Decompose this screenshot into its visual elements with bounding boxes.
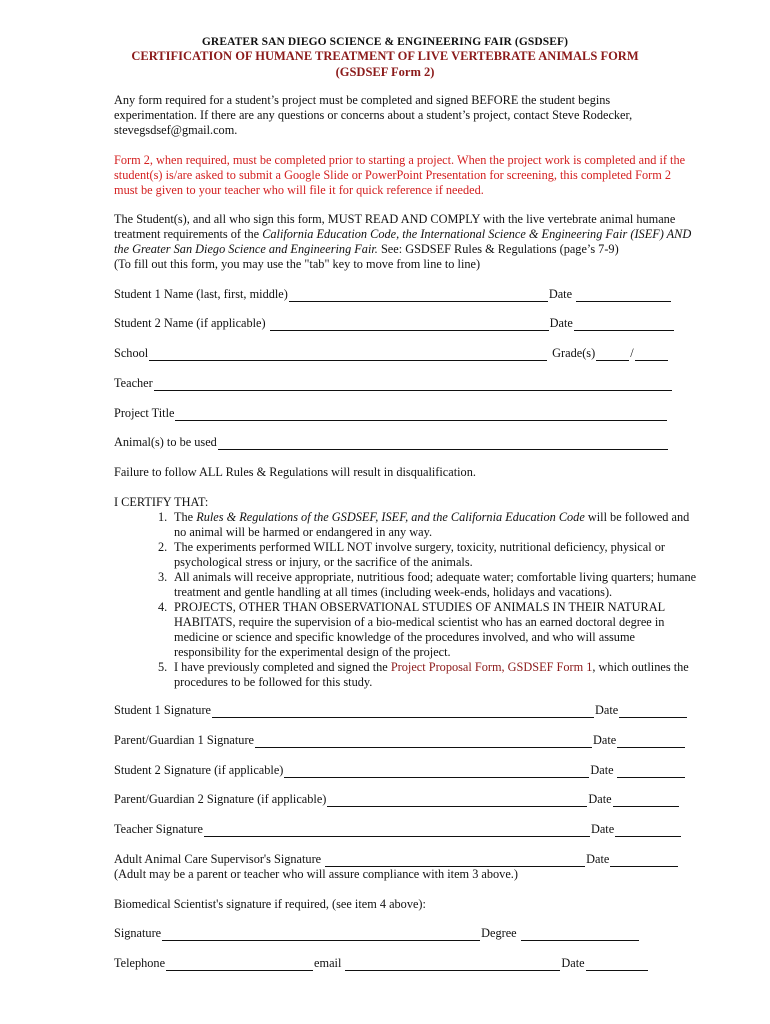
parent2-signature-row: [114, 792, 680, 807]
parent1-signature-label: Parent/Guardian 1 Signature: [114, 733, 255, 747]
parent1-signature-date[interactable]: [617, 736, 685, 748]
certify-heading: I CERTIFY THAT:: [114, 495, 209, 509]
teacher-field[interactable]: [154, 379, 672, 391]
rules-italic: California Education Code, the International Science & Engineering Fair (ISEF) AND the Greater San Diego Science and Engineering Fair.: [114, 227, 692, 256]
teacher-signature-field[interactable]: [204, 825, 590, 837]
parent2-signature-date[interactable]: [613, 795, 679, 807]
biomed-signature-field[interactable]: [162, 929, 480, 941]
student2-signature-label: Student 2 Signature (if applicable): [114, 763, 284, 777]
contact-date-field[interactable]: [586, 959, 648, 971]
teacher-signature-date[interactable]: [615, 825, 681, 837]
student2-date-field[interactable]: [574, 319, 674, 331]
teacher-label: Teacher: [114, 376, 153, 390]
parent2-signature-field[interactable]: [327, 795, 587, 807]
project-title-row: [114, 406, 668, 421]
intro-paragraph: Any form required for a student’s project must be completed and signed BEFORE the student begins experimentation. If there are any questions or concerns about a student’s project, contact Steve Rodecker, stevegsdsef@gmail.com.: [114, 93, 633, 137]
certify-item: 1. The Rules & Regulations of the GSDSEF, ISEF, and the California Education Code will be followed and no animal will be harmed or endangered in any way.: [158, 510, 690, 539]
biomed-signature-label: Signature: [114, 926, 162, 940]
date-label: Date: [590, 763, 614, 777]
date-label: Date: [588, 792, 612, 806]
contact-row: [114, 956, 649, 971]
email-label: email: [314, 956, 342, 970]
animals-label: Animal(s) to be used: [114, 435, 217, 449]
grades-label: Grade(s): [552, 346, 596, 360]
telephone-field[interactable]: [166, 959, 313, 971]
certify-item: 3. All animals will receive appropriate, nutritious food; adequate water; comfortable living quarters; humane treatment and gentle handling at all times (including week-ends, holidays and vacations).: [158, 570, 697, 599]
grade-field-1[interactable]: [596, 349, 629, 361]
degree-label: Degree: [481, 926, 517, 940]
supervisor-note: (Adult may be a parent or teacher who will assure compliance with item 3 above.): [114, 867, 518, 881]
animals-row: [114, 435, 669, 450]
student2-signature-field[interactable]: [284, 766, 589, 778]
student2-name-field[interactable]: [270, 319, 549, 331]
rules-text-2: See: GSDSEF Rules & Regulations (page’s 7-9): [377, 242, 619, 256]
teacher-signature-row: [114, 822, 682, 837]
biomed-signature-row: [114, 926, 640, 941]
student1-name-field[interactable]: [289, 290, 548, 302]
form-title: CERTIFICATION OF HUMANE TREATMENT OF LIVE VERTEBRATE ANIMALS FORM: [131, 49, 639, 63]
date-label: Date: [586, 852, 610, 866]
supervisor-signature-date[interactable]: [610, 855, 678, 867]
teacher-signature-label: Teacher Signature: [114, 822, 203, 836]
certify-item: 4. PROJECTS, OTHER THAN OBSERVATIONAL STUDIES OF ANIMALS IN THEIR NATURAL HABITATS, require the supervision of a bio-medical scientist who has an earned doctoral degree in medicine or science and specific knowledge of the procedures involved, and who will assume responsibility for the experimental design of the project.: [158, 600, 665, 659]
date-label: Date: [548, 287, 573, 301]
degree-field[interactable]: [521, 929, 639, 941]
date-label: Date: [593, 733, 617, 747]
student2-name-row: [114, 316, 675, 331]
student2-name-label: Student 2 Name (if applicable): [114, 316, 266, 330]
student2-signature-row: [114, 763, 686, 778]
animals-field[interactable]: [218, 438, 668, 450]
student1-signature-row: [114, 703, 688, 718]
email-field[interactable]: [345, 959, 560, 971]
school-row: [114, 346, 669, 361]
certify-item: 2. The experiments performed WILL NOT involve surgery, toxicity, nutritional deficiency, physical or psychological stress or injury, or the sacrifice of the animals.: [158, 540, 665, 569]
failure-statement: Failure to follow ALL Rules & Regulations will result in disqualification.: [114, 465, 476, 479]
date-label: Date: [590, 822, 615, 836]
student2-signature-date[interactable]: [617, 766, 685, 778]
form-number: (GSDSEF Form 2): [335, 65, 435, 79]
parent2-signature-label: Parent/Guardian 2 Signature (if applicable): [114, 792, 327, 806]
date-label: Date: [561, 956, 585, 970]
student1-signature-field[interactable]: [212, 706, 594, 718]
school-field[interactable]: [149, 349, 547, 361]
date-label: Date: [549, 316, 573, 330]
school-label: School: [114, 346, 149, 360]
notice-paragraph: Form 2, when required, must be completed prior to starting a project. When the project work is completed and if the student(s) is/are asked to submit a Google Slide or PowerPoint Presentation for screening, this completed Form 2 must be given to your teacher who will file it for quick reference if needed.: [114, 153, 686, 197]
student1-name-label: Student 1 Name (last, first, middle): [114, 287, 288, 301]
certify-list: [114, 510, 704, 690]
form1-link[interactable]: Project Proposal Form, GSDSEF Form 1: [390, 660, 593, 674]
supervisor-signature-row: [114, 852, 679, 867]
biomed-intro: Biomedical Scientist's signature if required, (see item 4 above):: [114, 897, 426, 911]
certify-item: 5. I have previously completed and signed the Project Proposal Form, GSDSEF Form 1, which outlines the procedures to be followed for this study.: [158, 660, 689, 689]
grade-field-2[interactable]: [635, 349, 668, 361]
rules-text-1: The Student(s), and all who sign this form, MUST READ AND COMPLY with the live vertebrate animal humane treatment requirements of the: [114, 212, 676, 241]
student1-date-field[interactable]: [576, 290, 671, 302]
parent1-signature-row: [114, 733, 686, 748]
telephone-label: Telephone: [114, 956, 166, 970]
parent1-signature-field[interactable]: [255, 736, 592, 748]
project-title-field[interactable]: [175, 409, 667, 421]
student1-signature-label: Student 1 Signature: [114, 703, 212, 717]
tab-note: (To fill out this form, you may use the "tab" key to move from line to line): [114, 257, 481, 271]
rules-paragraph: [114, 212, 694, 272]
student1-signature-date[interactable]: [619, 706, 687, 718]
supervisor-signature-label: Adult Animal Care Supervisor's Signature: [114, 852, 322, 866]
project-title-label: Project Title: [114, 406, 175, 420]
teacher-row: [114, 376, 673, 391]
date-label: Date: [595, 703, 619, 717]
student1-name-row: [114, 287, 672, 302]
grade-separator: /: [630, 346, 634, 360]
supervisor-signature-field[interactable]: [325, 855, 585, 867]
fair-title: GREATER SAN DIEGO SCIENCE & ENGINEERING FAIR (GSDSEF): [201, 36, 569, 48]
